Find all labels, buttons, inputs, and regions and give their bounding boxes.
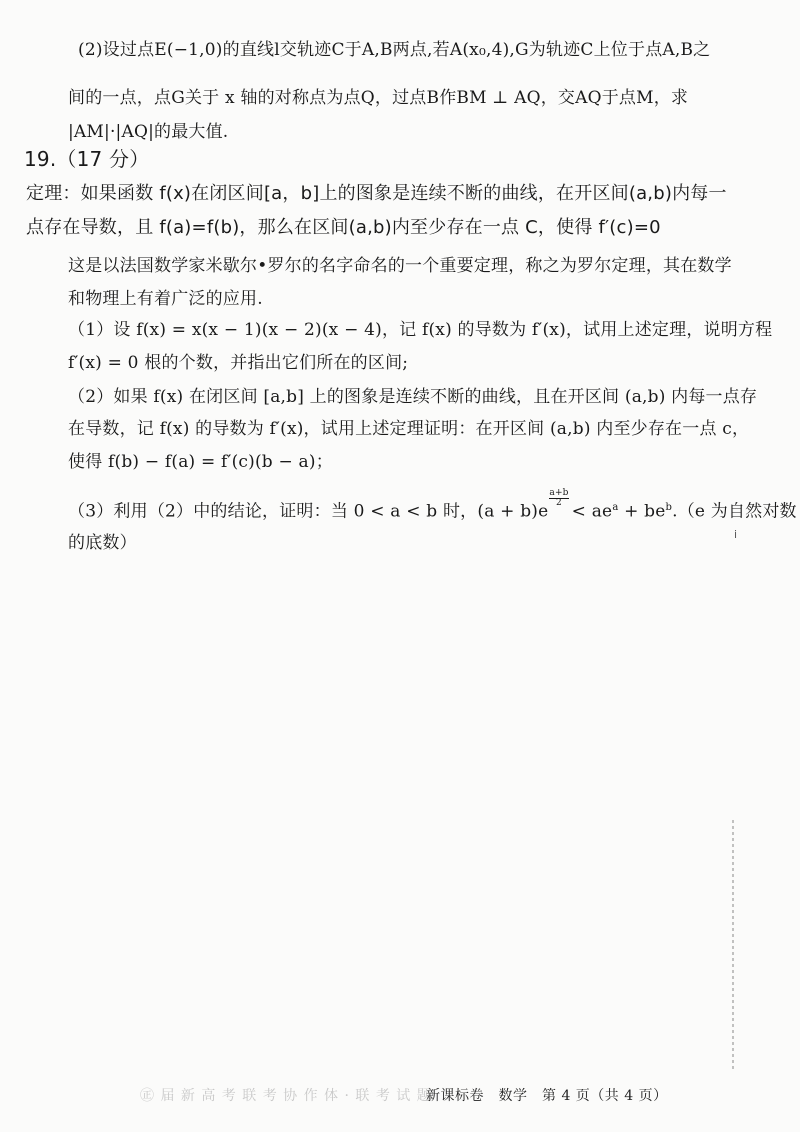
margin-mark: i: [734, 528, 738, 541]
q19-heading: 19.（17 分）: [24, 147, 150, 171]
q18-part2-line1: (2)设过点E(−1,0)的直线l交轨迹C于A,B两点,若A(x₀,4),G为轨迹C上位于点A,B之: [78, 40, 711, 60]
q19-part3-exponent: [549, 489, 568, 508]
page-footer: [0, 1084, 800, 1108]
q19-part3-line1: [68, 487, 797, 523]
q19-part1-line1: （1）设 f(x) = x(x − 1)(x − 2)(x − 4)，记 f(x) 的导数为 f′(x)，试用上述定理，说明方程: [68, 320, 773, 340]
q19-part3-sup-a: a: [612, 502, 619, 513]
footer-faded-text: ㊣ 届 新 高 考 联 考 协 作 体 · 联 考 试 题: [140, 1088, 432, 1104]
q19-part3-end: .（e 为自然对数: [672, 501, 797, 522]
q19-intro-line2: 和物理上有着广泛的应用.: [68, 289, 263, 309]
q18-part2-line3: |AM|·|AQ|的最大值.: [68, 122, 229, 142]
q19-theorem-line1: 定理：如果函数 f(x)在闭区间[a，b]上的图象是连续不断的曲线，在开区间(a,b)内每一: [26, 183, 727, 204]
footer-page-info: 新课标卷 数学 第 4 页（共 4 页）: [426, 1088, 668, 1104]
binding-line-decoration: [732, 820, 734, 1070]
q19-part3-sup-b: b: [665, 502, 673, 513]
q18-part2-line2: 间的一点，点G关于 x 轴的对称点为点Q，过点B作BM ⊥ AQ，交AQ于点M，求: [68, 88, 689, 108]
exponent-denominator: 2: [549, 498, 568, 508]
q19-part3-before: （3）利用（2）中的结论，证明：当 0 < a < b 时，(a + b)e: [68, 501, 549, 522]
q19-intro-line1: 这是以法国数学家米歇尔•罗尔的名字命名的一个重要定理，称之为罗尔定理，其在数学: [68, 256, 732, 276]
q19-part2-line2: 在导数，记 f(x) 的导数为 f′(x)，试用上述定理证明：在开区间 (a,b) 内至少存在一点 c，: [68, 419, 750, 439]
exponent-numerator: a+b: [549, 487, 569, 498]
q19-theorem-line2: 点存在导数，且 f(a)=f(b)，那么在区间(a,b)内至少存在一点 C，使得 f′(c)=0: [26, 217, 661, 238]
q19-part3-after: < ae: [571, 501, 613, 522]
q19-part2-line3: 使得 f(b) − f(a) = f′(c)(b − a)；: [68, 452, 333, 472]
q19-part3-plus: + be: [618, 501, 666, 522]
q19-part3-line2: 的底数）: [68, 533, 137, 553]
q19-part2-line1: （2）如果 f(x) 在闭区间 [a,b] 上的图象是连续不断的曲线，且在开区间 (a,b) 内每一点存: [68, 387, 758, 407]
q19-part1-line2: f′(x) = 0 根的个数，并指出它们所在的区间;: [68, 353, 409, 373]
